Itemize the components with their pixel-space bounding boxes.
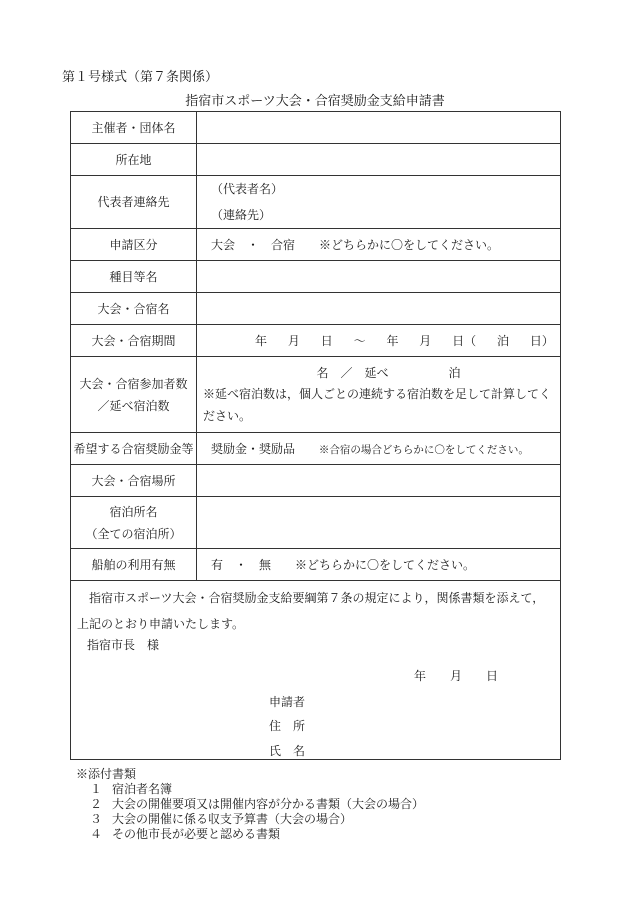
period-parts <box>197 332 560 349</box>
attachment-text: 大会の開催に係る収支予算書（大会の場合） <box>112 812 353 826</box>
row-reward <box>71 433 561 465</box>
period-field[interactable] <box>197 325 561 357</box>
lodging-field[interactable] <box>197 497 561 549</box>
event-name-field[interactable] <box>197 293 561 325</box>
period-part: 月 <box>287 334 300 348</box>
period-part: 月 <box>419 334 432 348</box>
period-label: 大会・合宿期間 <box>71 325 197 357</box>
row-representative <box>71 176 561 229</box>
attachment-item <box>76 827 424 842</box>
declaration-mayor: 指宿市長 様 <box>87 638 160 652</box>
row-address <box>71 144 561 176</box>
representative-contact-line: （連絡先） <box>211 208 272 222</box>
ship-label: 船舶の利用有無 <box>71 549 197 581</box>
participants-count-line: 名 ／ 延べ 泊 <box>316 365 461 380</box>
declaration-text: 指宿市スポーツ大会・合宿奨励金支給要綱第７条の規定により，関係書類を添えて，上記のとおり申請いたします。 <box>77 591 545 631</box>
period-part: 日（ <box>452 334 477 348</box>
declaration-applicant: 申請者 <box>269 695 306 709</box>
participants-label-line2: ／延べ宿泊数 <box>97 398 170 413</box>
reward-value: 奨励金・奨励品 <box>211 442 296 456</box>
venue-field[interactable] <box>197 465 561 497</box>
representative-name-line: （代表者名） <box>211 182 284 196</box>
row-venue <box>71 465 561 497</box>
organizer-label: 主催者・団体名 <box>71 112 197 144</box>
declaration-date[interactable]: 年 月 日 <box>414 669 499 683</box>
period-part: 日 <box>320 334 333 348</box>
form-number: 第１号様式（第７条関係） <box>62 70 219 85</box>
sport-label: 種目等名 <box>71 261 197 293</box>
category-label: 申請区分 <box>71 229 197 261</box>
reward-label: 希望する合宿奨励金等 <box>71 433 197 465</box>
attachment-item <box>76 797 424 812</box>
reward-note: ※合宿の場合どちらかに〇をしてください。 <box>318 444 529 456</box>
period-part: ～ <box>353 334 366 348</box>
form-title: 指宿市スポーツ大会・合宿奨励金支給申請書 <box>185 94 445 109</box>
period-part: 年 <box>255 334 268 348</box>
participants-label <box>71 357 197 433</box>
event-name-label: 大会・合宿名 <box>71 293 197 325</box>
attachments-title: ※添付書類 <box>76 767 137 781</box>
row-organizer <box>71 112 561 144</box>
attachment-num: ４ <box>90 827 103 841</box>
row-period <box>71 325 561 357</box>
sport-field[interactable] <box>197 261 561 293</box>
attachment-item <box>76 782 424 797</box>
category-field[interactable]: 大会 ・ 合宿 ※どちらかに〇をしてください。 <box>197 229 561 261</box>
lodging-label-line2: （全ての宿泊所） <box>85 526 182 541</box>
application-form-table <box>70 111 561 760</box>
venue-label: 大会・合宿場所 <box>71 465 197 497</box>
attachment-item <box>76 812 424 827</box>
lodging-label <box>71 497 197 549</box>
attachment-text: 宿泊者名簿 <box>112 782 173 796</box>
organizer-field[interactable] <box>197 112 561 144</box>
representative-label: 代表者連絡先 <box>71 176 197 229</box>
row-event-name <box>71 293 561 325</box>
attachment-num: １ <box>90 782 103 796</box>
row-declaration <box>71 581 561 760</box>
attachment-text: 大会の開催要項又は開催内容が分かる書類（大会の場合） <box>112 797 425 811</box>
attachment-text: その他市長が必要と認める書類 <box>112 827 281 841</box>
attachments <box>76 767 424 842</box>
declaration-cell <box>71 581 561 760</box>
address-label: 所在地 <box>71 144 197 176</box>
lodging-label-line1: 宿泊所名 <box>109 504 158 519</box>
participants-note: ※延べ宿泊数は，個人ごとの連続する宿泊数を足して計算してください。 <box>203 386 552 423</box>
reward-field[interactable] <box>197 433 561 465</box>
representative-field[interactable] <box>197 176 561 229</box>
period-part: 年 <box>386 334 399 348</box>
address-field[interactable] <box>197 144 561 176</box>
participants-field[interactable] <box>197 357 561 433</box>
row-category <box>71 229 561 261</box>
period-part: 日） <box>529 334 554 348</box>
participants-label-line1: 大会・合宿参加者数 <box>79 376 188 391</box>
row-sport <box>71 261 561 293</box>
declaration-name[interactable]: 氏 名 <box>269 744 306 758</box>
attachment-num: ２ <box>90 797 103 811</box>
period-part: 泊 <box>497 334 510 348</box>
row-lodging <box>71 497 561 549</box>
row-participants <box>71 357 561 433</box>
row-ship <box>71 549 561 581</box>
ship-field[interactable]: 有 ・ 無 ※どちらかに〇をしてください。 <box>197 549 561 581</box>
attachment-num: ３ <box>90 812 103 826</box>
declaration-address[interactable]: 住 所 <box>269 719 306 733</box>
declaration <box>71 581 560 759</box>
